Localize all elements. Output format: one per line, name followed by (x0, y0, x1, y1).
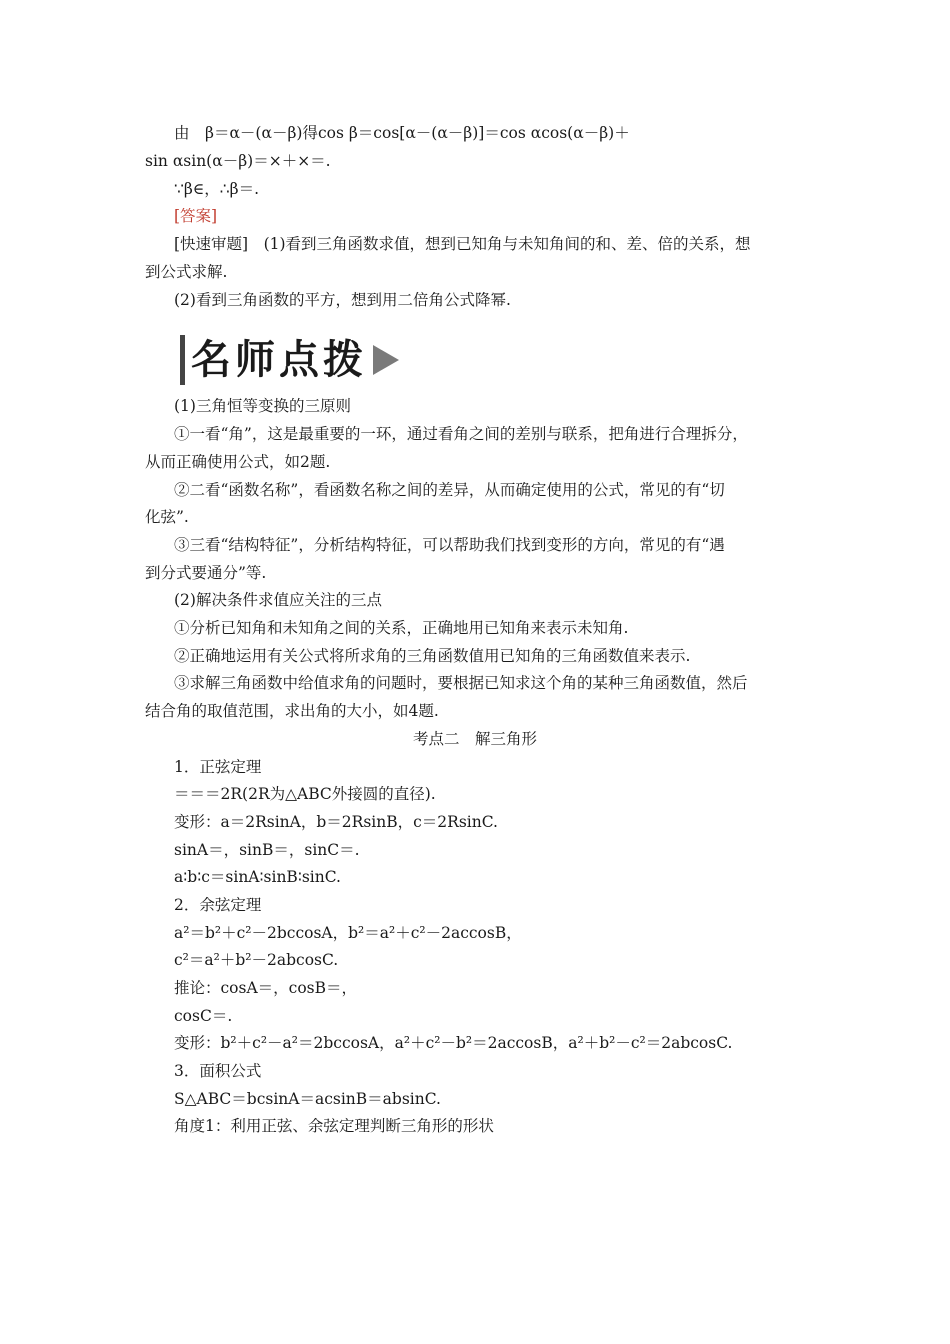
sine-law-variant: 变形：a＝2RsinA，b＝2RsinB，c＝2RsinC. (174, 813, 498, 831)
area-formula: S△ABC＝bcsinA＝acsinB＝absinC. (174, 1090, 441, 1108)
tips-point-2: ②正确地运用有关公式将所求角的三角函数值用已知角的三角函数值来表示. (174, 647, 691, 665)
tips-para-1a: ①一看“角”，这是最重要的一环，通过看角之间的差别与联系，把角进行合理拆分， (174, 425, 748, 443)
sine-law-formula: ＝＝＝2R(2R为△ABC外接圆的直径). (174, 785, 436, 803)
tips-heading-2: (2)解决条件求值应关注的三点 (174, 591, 382, 609)
cosine-law-variant: 变形：b²＋c²－a²＝2bccosA，a²＋c²－b²＝2accosB，a²＋b²－c²＝2abcosC. (174, 1034, 733, 1052)
sine-law-heading: 1．正弦定理 (174, 758, 262, 776)
answer-label: [答案] (174, 207, 218, 225)
tips-point-3b: 结合角的取值范围，求出角的大小，如4题. (145, 702, 439, 720)
derivation-line-1: 由 β＝α－(α－β)得cos β＝cos[α－(α－β)]＝cos αcos(α－β)＋ (174, 124, 630, 142)
tips-para-3b: 到分式要通分”等. (145, 564, 267, 582)
cosine-law-formula-2: c²＝a²＋b²－2abcosC. (174, 951, 339, 969)
banner-title: 名师点拨 (191, 337, 367, 383)
area-formula-heading: 3．面积公式 (174, 1062, 262, 1080)
cosine-law-formula-1: a²＝b²＋c²－2bccosA，b²＝a²＋c²－2accosB， (174, 924, 522, 942)
quick-review-line-1: [快速审题] (1)看到三角函数求值，想到已知角与未知角间的和、差、倍的关系，想 (174, 235, 751, 253)
derivation-line-2: sin αsin(α－β)＝×＋×＝. (145, 152, 331, 170)
quick-review-line-2: 到公式求解. (145, 263, 228, 281)
tips-point-1: ①分析已知角和未知角之间的关系，正确地用已知角来表示未知角. (174, 619, 629, 637)
section-banner (180, 334, 399, 386)
tips-para-2a: ②二看“函数名称”，看函数名称之间的差异，从而确定使用的公式，常见的有“切 (174, 481, 725, 499)
tips-point-3a: ③求解三角函数中给值求角的问题时，要根据已知求这个角的某种三角函数值，然后 (174, 674, 748, 692)
cosine-law-corollary-2: cosC＝. (174, 1007, 233, 1025)
derivation-line-3: ∵β∈，∴β＝. (174, 180, 260, 198)
tips-para-2b: 化弦”. (145, 508, 189, 526)
tips-para-3a: ③三看“结构特征”，分析结构特征，可以帮助我们找到变形的方向，常见的有“遇 (174, 536, 725, 554)
angle-1-heading: 角度1：利用正弦、余弦定理判断三角形的形状 (174, 1117, 494, 1135)
banner-bar (180, 335, 185, 385)
cosine-law-heading: 2．余弦定理 (174, 896, 262, 914)
play-arrow-icon (373, 345, 399, 375)
section-title: 考点二 解三角形 (412, 730, 537, 748)
quick-review-line-3: (2)看到三角函数的平方，想到用二倍角公式降幂. (174, 291, 511, 309)
tips-para-1b: 从而正确使用公式，如2题. (145, 453, 331, 471)
sine-law-ratios: sinA＝，sinB＝，sinC＝. (174, 841, 360, 859)
sine-law-proportion: a∶b∶c＝sinA∶sinB∶sinC. (174, 868, 341, 886)
cosine-law-corollary: 推论：cosA＝，cosB＝， (174, 979, 358, 997)
tips-heading-1: (1)三角恒等变换的三原则 (174, 397, 351, 415)
